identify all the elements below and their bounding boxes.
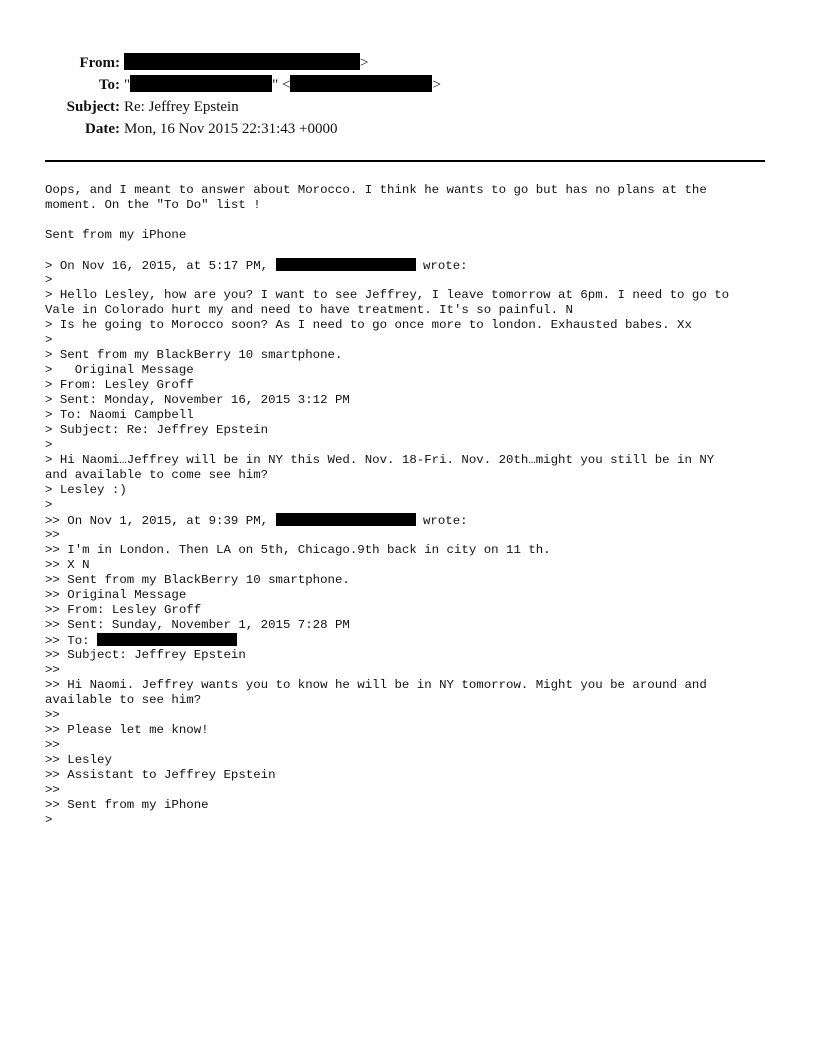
- quoted-line: >> Original Message: [45, 588, 187, 602]
- from-value: [124, 52, 368, 74]
- quoted-line: >>: [45, 528, 60, 542]
- quote-attribution-line: [45, 513, 771, 528]
- quoted-line: Vale in Colorado hurt my and need to have treatment. It's so painful. N: [45, 303, 573, 317]
- quoted-line: >> Hi Naomi. Jeffrey wants you to know he will be in NY tomorrow. Might you be around and: [45, 678, 707, 692]
- body-line: moment. On the "To Do" list !: [45, 198, 261, 212]
- quoted-line: >>: [45, 708, 60, 722]
- quoted-line: > Sent: Monday, November 16, 2015 3:12 PM: [45, 393, 350, 407]
- to-label: To:: [98, 77, 120, 93]
- quoted-line: >>: [45, 738, 60, 752]
- to-quote-close: " <: [272, 77, 291, 93]
- from-row: [0, 52, 816, 74]
- quoted-line: >> Sent: Sunday, November 1, 2015 7:28 PM: [45, 618, 350, 632]
- quoted-line: > Hi Naomi…Jeffrey will be in NY this Wed. Nov. 18-Fri. Nov. 20th…might you still be in NY: [45, 453, 715, 467]
- quoted-line: >: [45, 333, 53, 347]
- redaction-block: [130, 75, 272, 92]
- signature-line: Sent from my iPhone: [45, 228, 187, 242]
- quoted-line: > From: Lesley Groff: [45, 378, 194, 392]
- redaction-block: [97, 633, 237, 646]
- quoted-line: >: [45, 813, 53, 827]
- subject-label: Subject:: [66, 99, 120, 115]
- quoted-line: >> Assistant to Jeffrey Epstein: [45, 768, 276, 782]
- quoted-line: >> Sent from my iPhone: [45, 798, 209, 812]
- header-divider: [45, 160, 765, 162]
- to-suffix: >: [432, 77, 441, 93]
- date-row: [0, 118, 816, 140]
- redaction-block: [276, 513, 416, 526]
- to-value: [124, 74, 441, 96]
- redaction-block: [276, 258, 416, 271]
- blank-line: [45, 243, 771, 258]
- quoted-line: >> Subject: Jeffrey Epstein: [45, 648, 246, 662]
- quoted-line: >> X N: [45, 558, 90, 572]
- blank-line: [45, 213, 771, 228]
- quoted-line: > Subject: Re: Jeffrey Epstein: [45, 423, 269, 437]
- quoted-line: > Lesley :): [45, 483, 127, 497]
- attribution-suffix: wrote:: [415, 259, 468, 273]
- to-row: [0, 74, 816, 96]
- quote-attribution-line: [45, 258, 771, 273]
- quoted-line: > Sent from my BlackBerry 10 smartphone.: [45, 348, 343, 362]
- date-label: Date:: [85, 121, 120, 137]
- from-label: From:: [79, 55, 120, 71]
- quoted-line: >>: [45, 783, 60, 797]
- quoted-line: and available to come see him?: [45, 468, 269, 482]
- quoted-line: > Original Message: [45, 363, 194, 377]
- quoted-line: >> From: Lesley Groff: [45, 603, 202, 617]
- attribution-prefix: >> On Nov 1, 2015, at 9:39 PM,: [45, 514, 276, 528]
- subject-row: [0, 96, 816, 118]
- email-body: [45, 183, 771, 828]
- quoted-line: >: [45, 273, 53, 287]
- quoted-line: >> I'm in London. Then LA on 5th, Chicago.9th back in city on 11 th.: [45, 543, 551, 557]
- quoted-line: available to see him?: [45, 693, 202, 707]
- date-value: Mon, 16 Nov 2015 22:31:43 +0000: [124, 121, 338, 137]
- subject-value: Re: Jeffrey Epstein: [124, 99, 239, 115]
- body-line: Oops, and I meant to answer about Morocco. I think he wants to go but has no plans at the: [45, 183, 707, 197]
- quoted-line: >: [45, 498, 53, 512]
- quoted-to-prefix: >> To:: [45, 634, 98, 648]
- quoted-line: >> Lesley: [45, 753, 112, 767]
- quoted-line: >>: [45, 663, 60, 677]
- to-quote-open: ": [124, 77, 131, 93]
- quoted-to-line: [45, 633, 771, 648]
- quoted-line: > Is he going to Morocco soon? As I need to go once more to london. Exhausted babes. Xx: [45, 318, 692, 332]
- quoted-line: > To: Naomi Campbell: [45, 408, 194, 422]
- quoted-line: >: [45, 438, 53, 452]
- redaction-block: [124, 53, 360, 70]
- redaction-block: [290, 75, 432, 92]
- quoted-line: >> Sent from my BlackBerry 10 smartphone.: [45, 573, 350, 587]
- attribution-suffix: wrote:: [415, 514, 468, 528]
- from-suffix: >: [360, 55, 369, 71]
- attribution-prefix: > On Nov 16, 2015, at 5:17 PM,: [45, 259, 276, 273]
- quoted-line: >> Please let me know!: [45, 723, 209, 737]
- quoted-line: > Hello Lesley, how are you? I want to see Jeffrey, I leave tomorrow at 6pm. I need to go to: [45, 288, 730, 302]
- email-header: [0, 52, 816, 140]
